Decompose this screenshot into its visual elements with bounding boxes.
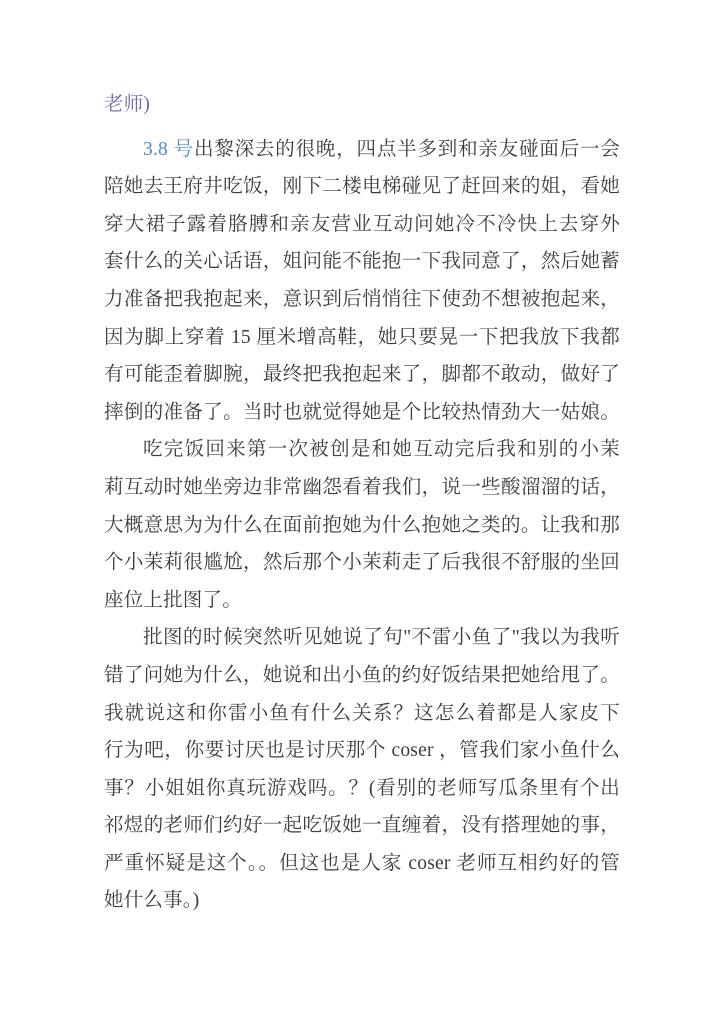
speaker-tag-line: 老师) <box>104 94 151 115</box>
text-line: 她什么事。) <box>104 890 200 912</box>
text-line: 摔倒的准备了。当时也就觉得她是个比较热情劲大一姑娘。 <box>104 401 620 423</box>
text-line: 错了问她为什么，她说和出小鱼的约好饭结果把她给甩了。 <box>104 664 620 686</box>
text-line: 事？小姐姐你真玩游戏吗。？(看别的老师写瓜条里有个出 <box>104 777 620 799</box>
text-line: 有可能歪着脚腕，最终把我抱起来了，脚都不敢动，做好了 <box>104 364 620 386</box>
text-line: 严重怀疑是这个。。但这也是人家 coser 老师互相约好的管 <box>104 852 620 874</box>
text-line: 座位上批图了。 <box>104 589 242 611</box>
text-line: 吃完饭回来第一次被创是和她互动完后我和别的小茉 <box>143 439 620 461</box>
text-line: 批图的时候突然听见她说了句"不雷小鱼了"我以为我听 <box>143 627 620 649</box>
text-line: 祁煜的老师们约好一起吃饭她一直缠着，没有搭理她的事， <box>104 815 620 837</box>
date-highlight: 3.8 号 <box>143 138 194 160</box>
text-line: 行为吧，你要讨厌也是讨厌那个 coser ，管我们家小鱼什么 <box>104 740 620 762</box>
text-line: 大概意思为为什么在面前抱她为什么抱她之类的。让我和那 <box>104 514 620 536</box>
text-line: 穿大裙子露着胳膊和亲友营业互动问她冷不冷快上去穿外 <box>104 213 620 235</box>
text-line: 陪她去王府井吃饭，刚下二楼电梯碰见了赶回来的姐，看她 <box>104 176 620 198</box>
text-segment: 出黎深去的很晚，四点半多到和亲友碰面后一会 <box>193 138 620 160</box>
text-line: 我就说这和你雷小鱼有什么关系？这怎么着都是人家皮下 <box>104 702 620 724</box>
text-line: 莉互动时她坐旁边非常幽怨看着我们，说一些酸溜溜的话， <box>104 476 620 498</box>
document-text <box>104 86 620 920</box>
text-line: 个小茉莉很尴尬，然后那个小茉莉走了后我很不舒服的坐回 <box>104 552 620 574</box>
text-line: 因为脚上穿着 15 厘米增高鞋，她只要晃一下把我放下我都 <box>104 326 620 348</box>
text-line: 力准备把我抱起来，意识到后悄悄往下使劲不想被抱起来， <box>104 288 620 310</box>
text-line: 套什么的关心话语，姐问能不能抱一下我同意了，然后她蓄 <box>104 251 620 273</box>
text-line <box>104 131 620 169</box>
